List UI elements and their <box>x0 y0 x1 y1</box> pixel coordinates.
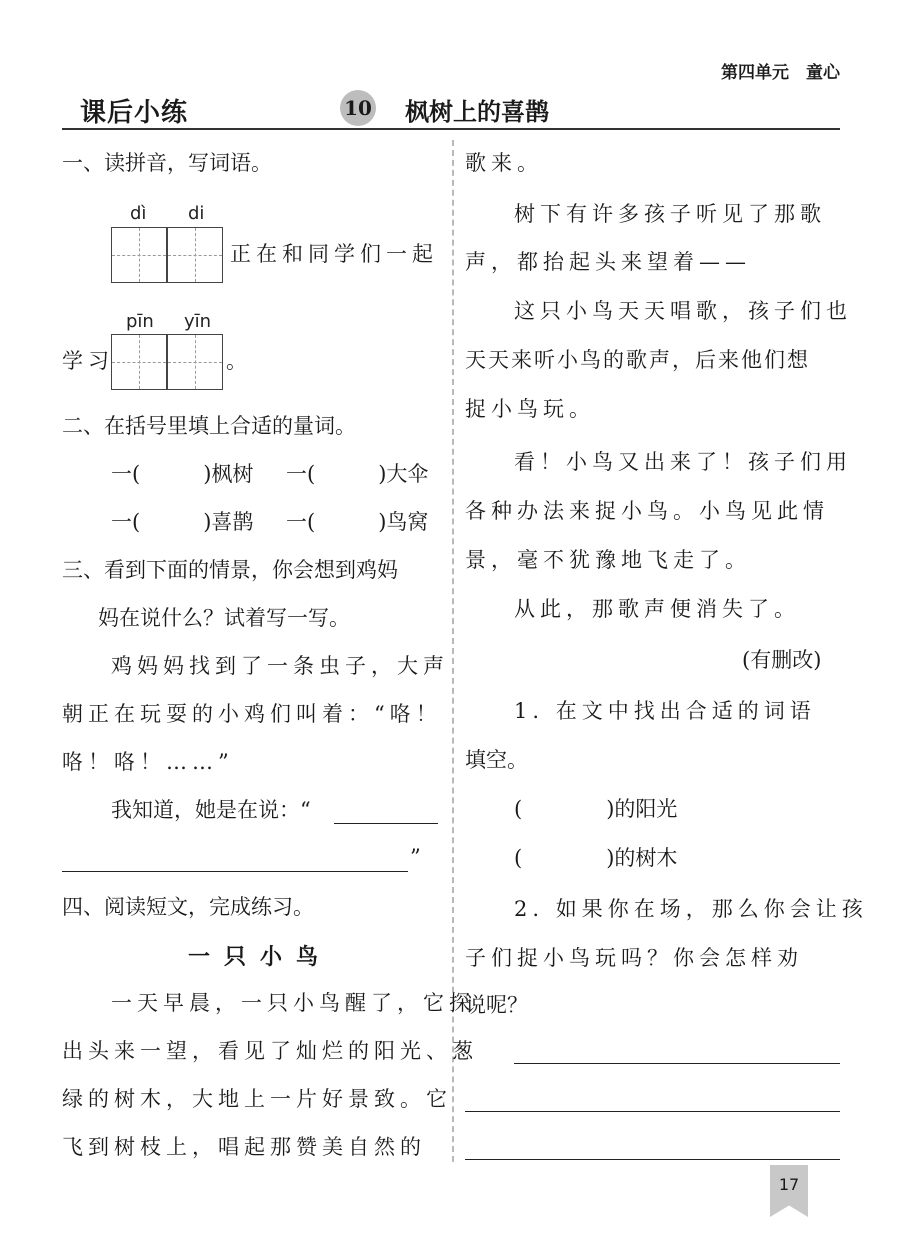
q3-para-line2: 朝正在玩耍的小鸡们叫着：“咯！ <box>62 702 442 726</box>
lesson-number-badge: 10 <box>340 90 376 126</box>
q1-title: 一、读拼音，写词语。 <box>62 151 272 175</box>
measure-item-1[interactable]: 一( )枫树 <box>111 462 254 486</box>
q3-title-line2: 妈在说什么？试着写一写。 <box>98 606 350 630</box>
lesson-title: 枫树上的喜鹊 <box>405 98 549 126</box>
q3-title-line1: 三、看到下面的情景，你会想到鸡妈 <box>62 558 398 582</box>
page-number: 17 <box>778 1175 800 1194</box>
pinyin-pin: pīn <box>126 311 154 332</box>
q3-prompt: 我知道，她是在说：“ <box>111 798 311 822</box>
q2-title: 二、在括号里填上合适的量词。 <box>62 414 356 438</box>
story-line-9: 天天来听小鸟的歌声，后来他们想 <box>465 348 810 372</box>
measure-item-2[interactable]: 一( )大伞 <box>286 462 429 486</box>
q3-para-line3: 咯！咯！……” <box>62 750 234 774</box>
measure-item-3[interactable]: 一( )喜鹊 <box>111 510 254 534</box>
story-line-10: 捉小鸟玩。 <box>465 397 595 421</box>
q3-answer-line-2[interactable] <box>62 871 408 872</box>
story-line-14: 从此，那歌声便消失了。 <box>514 597 800 621</box>
pinyin-di1: dì <box>130 203 147 224</box>
ex2-answer-line-2[interactable] <box>465 1111 840 1112</box>
story-line-3: 绿的树木，大地上一片好景致。它 <box>62 1087 452 1111</box>
pinyin-yin: yīn <box>184 311 212 332</box>
story-line-13: 景，毫不犹豫地飞走了。 <box>465 548 751 572</box>
ex1-line1: 1. 在文中找出合适的词语 <box>514 699 816 723</box>
q1-sentence-1: 正在和同学们一起 <box>230 242 438 266</box>
ex2-line3: 说呢？ <box>465 993 528 1017</box>
ex2-answer-line-3[interactable] <box>465 1159 840 1160</box>
story-line-8: 这只小鸟天天唱歌，孩子们也 <box>514 299 852 323</box>
source-note: (有删改) <box>742 648 822 672</box>
writing-box-4[interactable] <box>167 334 223 390</box>
story-line-6: 树下有许多孩子听见了那歌 <box>514 202 826 226</box>
q3-close-quote: ” <box>410 845 421 869</box>
section-label: 课后小练 <box>80 98 189 128</box>
ex1-item-2[interactable]: ( )的树木 <box>514 846 678 870</box>
measure-item-4[interactable]: 一( )鸟窝 <box>286 510 429 534</box>
ex1-line2: 填空。 <box>465 748 528 772</box>
writing-box-2[interactable] <box>167 227 223 283</box>
ex2-line1: 2. 如果你在场，那么你会让孩 <box>514 897 868 921</box>
q1-after-2: 。 <box>226 349 247 373</box>
unit-label: 第四单元 童心 <box>721 63 840 83</box>
story-line-4: 飞到树枝上，唱起那赞美自然的 <box>62 1135 426 1159</box>
q3-answer-line-1[interactable] <box>334 823 438 824</box>
ex2-answer-line-1[interactable] <box>514 1063 840 1064</box>
story-line-1: 一天早晨，一只小鸟醒了，它探 <box>111 991 475 1015</box>
ex2-line2: 子们捉小鸟玩吗？你会怎样劝 <box>465 946 803 970</box>
q4-title: 四、阅读短文，完成练习。 <box>62 895 314 919</box>
q1-before-2: 学习 <box>62 349 114 373</box>
story-line-5: 歌来。 <box>465 151 543 175</box>
story-line-12: 各种办法来捉小鸟。小鸟见此情 <box>465 499 829 523</box>
story-line-11: 看！小鸟又出来了！孩子们用 <box>514 450 852 474</box>
pinyin-di2: di <box>188 203 205 224</box>
header-divider <box>62 128 840 130</box>
ex1-item-1[interactable]: ( )的阳光 <box>514 797 678 821</box>
q3-para-line1: 鸡妈妈找到了一条虫子，大声 <box>111 654 449 678</box>
story-line-7: 声，都抬起头来望着—— <box>465 250 751 274</box>
writing-box-3[interactable] <box>111 334 167 390</box>
story-title: 一只小鸟 <box>188 944 333 970</box>
writing-box-1[interactable] <box>111 227 167 283</box>
story-line-2: 出头来一望，看见了灿烂的阳光、葱 <box>62 1039 478 1063</box>
